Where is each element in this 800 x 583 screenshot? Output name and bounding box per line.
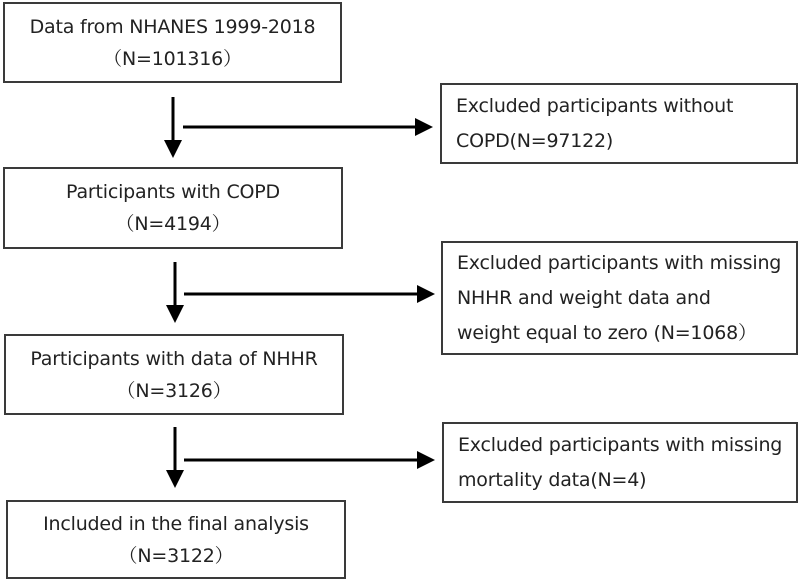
step-box-nhanes-data bbox=[3, 2, 342, 83]
exclusion-box-missing-mortality bbox=[442, 422, 798, 503]
step-title: Participants with data of NHHR bbox=[30, 347, 318, 370]
step-count: （N=3126） bbox=[116, 379, 232, 402]
step-box-final-analysis bbox=[6, 500, 346, 579]
step-title: Participants with COPD bbox=[66, 181, 280, 203]
step-count: （N=4194） bbox=[115, 213, 231, 235]
exclusion-text-line: Excluded participants without bbox=[456, 94, 734, 117]
step-box-copd-participants bbox=[3, 167, 343, 249]
step-count: （N=3122） bbox=[118, 544, 234, 567]
exclusion-text-line: mortality data(N=4) bbox=[458, 468, 647, 491]
exclusion-text-line: Excluded participants with missing bbox=[457, 251, 782, 274]
exclusion-box-missing-nhhr-weight bbox=[441, 241, 798, 355]
exclusion-text-line: weight equal to zero (N=1068） bbox=[457, 321, 757, 344]
step-title: Included in the final analysis bbox=[43, 512, 309, 535]
step-title: Data from NHANES 1999-2018 bbox=[29, 15, 316, 38]
exclusion-text-line: NHHR and weight data and bbox=[457, 286, 711, 309]
exclusion-text-line: Excluded participants with missing bbox=[458, 433, 783, 456]
exclusion-text-line: COPD(N=97122) bbox=[456, 129, 614, 152]
step-count: （N=101316） bbox=[103, 47, 242, 70]
exclusion-box-no-copd bbox=[440, 83, 798, 164]
step-box-nhhr-participants bbox=[4, 334, 344, 415]
